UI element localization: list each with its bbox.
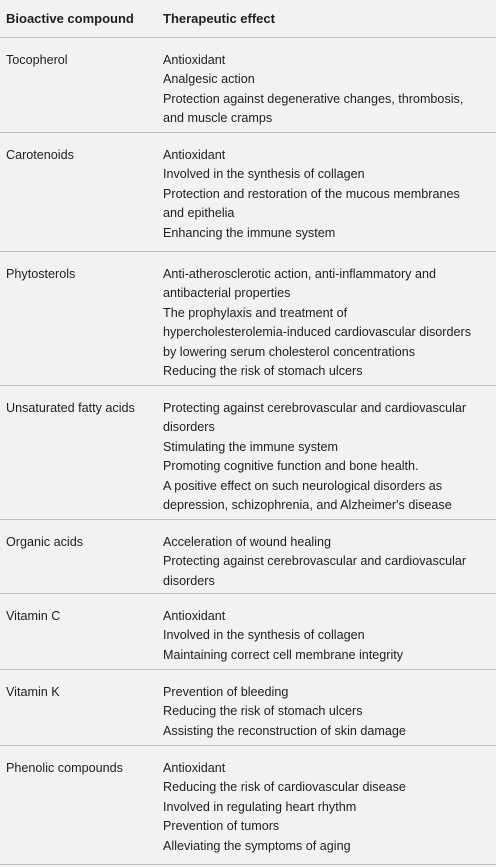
effect-line: Analgesic action [163, 72, 255, 87]
compound-cell: Vitamin K [6, 685, 60, 699]
compound-cell: Phenolic compounds [6, 761, 123, 775]
table-row [0, 670, 496, 746]
effect-line: The prophylaxis and treatment of [163, 305, 348, 320]
effect-line: Acceleration of wound healing [163, 535, 332, 549]
effect-line: Involved in the synthesis of collagen [163, 628, 365, 643]
compound-cell: Vitamin C [6, 609, 61, 623]
effect-line: Prevention of bleeding [163, 685, 289, 699]
effect-line: Promoting cognitive function and bone health. [163, 459, 419, 474]
effect-line: Protecting against cerebrovascular and cardiovascular [163, 401, 467, 415]
effect-line: disorders [163, 420, 215, 435]
effect-line: Assisting the reconstruction of skin damage [163, 723, 406, 738]
effect-line: hypercholesterolemia-induced cardiovascular disorders [163, 325, 471, 340]
table-row [0, 133, 496, 252]
effect-line: disorders [163, 573, 215, 588]
compound-cell: Tocopherol [6, 53, 68, 67]
effect-line: Antioxidant [163, 53, 226, 67]
effect-line: Alleviating the symptoms of aging [163, 838, 351, 853]
effects-cell [163, 265, 496, 385]
header-bioactive-compound: Bioactive compound [6, 11, 134, 26]
table-body [0, 38, 496, 865]
effects-cell [163, 683, 496, 745]
effect-line: Enhancing the immune system [163, 225, 336, 240]
table-row [0, 520, 496, 594]
effect-line: Reducing the risk of stomach ulcers [163, 704, 363, 719]
effect-line: Antioxidant [163, 148, 226, 162]
effect-line: by lowering serum cholesterol concentrations [163, 344, 415, 359]
effect-line: and epithelia [163, 206, 235, 221]
effects-cell [163, 399, 496, 519]
compound-cell: Phytosterols [6, 267, 76, 281]
effect-line: depression, schizophrenia, and Alzheimer's disease [163, 498, 452, 513]
effects-cell [163, 51, 496, 132]
effect-line: Prevention of tumors [163, 819, 280, 834]
effect-line: Anti-atherosclerotic action, anti-inflammatory and [163, 267, 436, 281]
effect-line: Protection against degenerative changes, thrombosis, [163, 91, 464, 106]
table-row [0, 252, 496, 386]
effect-line: Antioxidant [163, 609, 226, 623]
effect-line: Stimulating the immune system [163, 439, 338, 454]
compound-cell: Carotenoids [6, 148, 74, 162]
effects-cell [163, 146, 496, 251]
table-row [0, 386, 496, 520]
effect-line: A positive effect on such neurological disorders as [163, 478, 443, 493]
effect-line: Involved in the synthesis of collagen [163, 167, 365, 182]
effects-cell [163, 759, 496, 864]
effect-line: Maintaining correct cell membrane integrity [163, 647, 404, 662]
effect-line: antibacterial properties [163, 286, 291, 301]
effect-line: Reducing the risk of cardiovascular disease [163, 780, 406, 795]
effect-line: Antioxidant [163, 761, 226, 775]
compound-cell: Unsaturated fatty acids [6, 401, 135, 415]
effects-cell [163, 607, 496, 669]
effect-line: Protecting against cerebrovascular and cardiovascular [163, 554, 467, 569]
effects-cell [163, 533, 496, 593]
table-header [0, 0, 496, 38]
effect-line: Protection and restoration of the mucous membranes [163, 186, 460, 201]
effect-line: Reducing the risk of stomach ulcers [163, 364, 363, 379]
table-row [0, 746, 496, 865]
header-therapeutic-effect: Therapeutic effect [163, 11, 275, 26]
table-row [0, 38, 496, 133]
effect-line: and muscle cramps [163, 111, 273, 126]
table-row [0, 594, 496, 670]
effect-line: Involved in regulating heart rhythm [163, 799, 357, 814]
compound-cell: Organic acids [6, 535, 83, 549]
